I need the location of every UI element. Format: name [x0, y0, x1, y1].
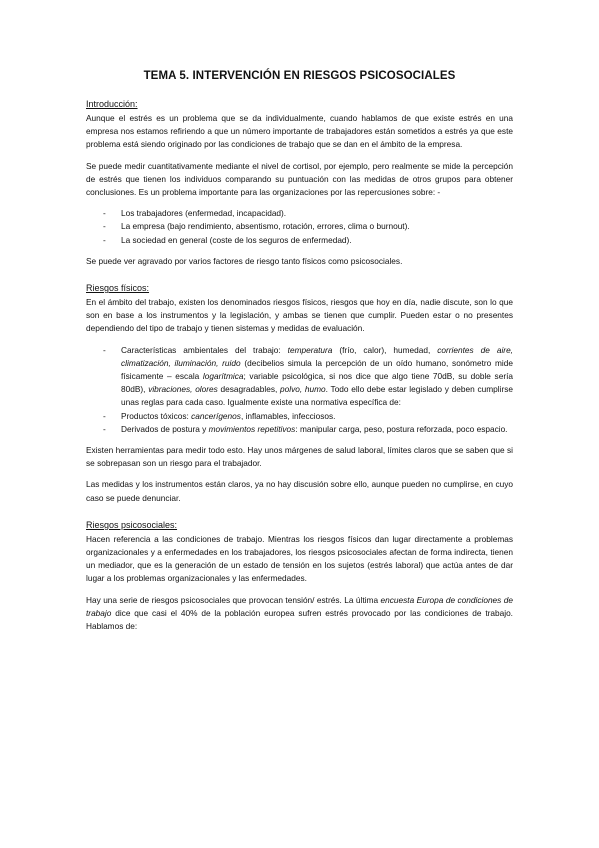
text-run: . Todo ello debe estar legislado y deben cumplirse unas reglas para cada caso. Igualmente existe una normativa específica de: [121, 384, 513, 408]
list-item: - La empresa (bajo rendimiento, absentismo, rotación, errores, clima o burnout). [86, 220, 513, 233]
italic-text: cancerígenos [191, 410, 241, 421]
text-run: Productos tóxicos: [121, 410, 192, 421]
list-item: - Los trabajadores (enfermedad, incapacidad). [86, 207, 513, 220]
italic-text: polvo, humo [280, 384, 326, 395]
psychosocial-risks-heading: Riesgos psicosociales: [86, 519, 178, 530]
text-run: (decibelios simula la percepción de un oído humano, sonómetro mide físicamente – escala [121, 357, 514, 382]
list-item: - La sociedad en general (coste de los seguros de enfermedad). [86, 234, 513, 247]
italic-text: temperatura [287, 344, 333, 355]
list-item [86, 423, 513, 436]
intro-heading: Introducción: [86, 99, 138, 109]
text-run: ; variable psicológica, si nos dice que algo tiene 70dB, su doble sería 80dB), [121, 371, 513, 395]
text-run: : manipular carga, peso, postura reforzada, poco espacio. [295, 423, 508, 434]
physical-risks-paragraph-3: Las medidas y los instrumentos están claros, ya no hay discusión sobre ello, aunque pueden no cumplirse, en cuyo caso se puede denunciar. [86, 479, 513, 503]
intro-paragraph-3: Se puede ver agravado por varios factores de riesgo tanto físicos como psicosociales. [86, 255, 403, 266]
text-run: Hay una serie de riesgos psicosociales que provocan tensión/ estrés. La última [86, 594, 381, 605]
text-run: Derivados de postura y [121, 423, 209, 434]
list-item [86, 344, 513, 410]
italic-text: corrientes de aire, climatización, iluminación, ruido [121, 344, 513, 368]
intro-section [86, 98, 513, 268]
physical-risks-paragraph-1: En el ámbito del trabajo, existen los denominados riesgos físicos, riesgos que hoy en día, nadie discute, son lo que son en base a los instrumentos y la legislación, y ambas se tienen que cumplir. Pueden estar o no presentes dependiendo del tipo de trabajo y tienen sistemas y medidas de evaluación. [86, 297, 513, 334]
page-title: TEMA 5. INTERVENCIÓN EN RIESGOS PSICOSOCIALES [143, 70, 456, 82]
psychosocial-risks-paragraph-2 [86, 594, 513, 634]
psychosocial-risks-paragraph-1: Hacen referencia a las condiciones de trabajo. Mientras los riesgos físicos dan lugar directamente a problemas organizacionales y a enfermedades en los trabajadores, los riesgos psicosociales afectan de forma indirecta, tienen un mediador, que es la generación de un estado de tensión en los sujetos (estrés laboral) que actúa antes de dar lugar a los problemas organizacionales y las enfermedades. [86, 533, 513, 584]
intro-paragraph-1: Aunque el estrés es un problema que se da individualmente, cuando hablamos de que existe estrés en una empresa nos estamos refiriendo a que un número importante de trabajadores están sometidos a estrés ya que este problema está siendo originado por las condiciones de trabajo que se dan en el ámbito de la empresa. [86, 113, 513, 150]
repercussions-list [86, 207, 513, 247]
text-run: , inflamables, infecciosos. [240, 410, 336, 421]
italic-text: movimientos repetitivos [208, 423, 296, 434]
italic-text: vibraciones, olores [148, 384, 218, 395]
text-run: desagradables, [217, 384, 281, 395]
physical-risks-paragraph-2: Existen herramientas para medir todo esto. Hay unos márgenes de salud laboral, límites claros que se saben que si se sobrepasan son un riesgo para el trabajador. [86, 445, 513, 469]
italic-text: encuesta Europa de condiciones de trabajo [86, 594, 513, 618]
text-run: (frío, calor), humedad, [332, 344, 438, 355]
text-run: Características ambientales del trabajo: [121, 344, 288, 355]
physical-risks-list [86, 344, 513, 436]
intro-paragraph-2: Se puede medir cuantitativamente mediante el nivel de cortisol, por ejemplo, pero realmente se mide la percepción de estrés que tienen los individuos comparando su puntuación con las medidas de otros grupos para obtener conclusiones. Es un problema importante para las organizaciones por las repercusiones sobre: - [86, 160, 513, 198]
physical-risks-section [86, 282, 513, 505]
italic-text: logarítmica [202, 371, 244, 382]
physical-risks-heading: Riesgos físicos: [86, 283, 150, 294]
psychosocial-risks-section [86, 519, 513, 633]
list-item [86, 410, 513, 423]
text-run: dice que casi el 40% de la población europea sufren estrés provocado por las condiciones de trabajo. Hablamos de: [86, 607, 513, 632]
